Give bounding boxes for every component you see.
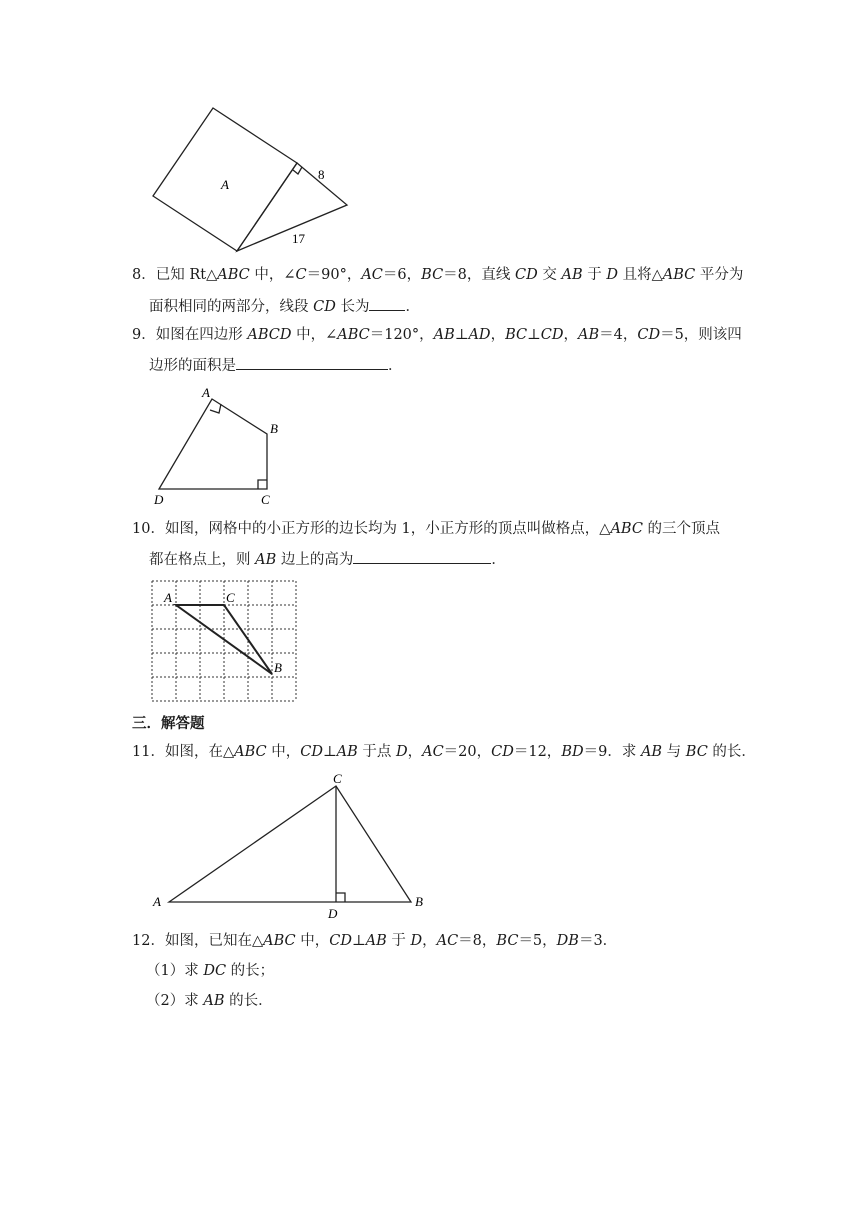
label-c: C [261,492,270,507]
q9-part-text: ＝5，则该四 [660,327,742,343]
q11-part-text: 如图，在△ [164,744,235,760]
q8-part-var: ABC [662,267,696,283]
q9-part-var: BC [505,327,528,343]
q12-part-var: BC [496,933,519,949]
q11-figure-triangle [145,766,435,924]
label-a: A [202,385,210,400]
q11-part-text: ＝20， [443,744,492,760]
q11-part-text: 与 [662,744,686,760]
q12-sub2-text [146,993,273,1009]
q12-sub2 [146,991,273,1011]
q12-part-var: AC [436,933,459,949]
q11-part-var: AB [640,744,663,760]
section-heading: 三．解答题 [132,716,205,732]
q12-part-text: ＝5， [518,933,557,949]
q9-stem-line1 [156,327,742,343]
q8-line1 [132,265,743,285]
q10-number: 10． [132,521,165,537]
q9-part-text: ， [563,327,578,343]
q11-part-text: ⊥ [322,744,337,760]
label-c: C [333,771,342,786]
q8-part-var: AB [561,267,583,283]
q8-line2 [149,296,420,317]
q8-number: 8． [132,267,156,283]
label-c: C [226,590,235,605]
q10-stem-line2: 都在格点上，则 [149,552,256,568]
q12-part-var: CD [329,933,352,949]
q12-part-text: 中， [295,933,330,949]
triangle-abc [176,605,272,674]
q8-part-var: C [295,267,307,283]
q11-stem [165,744,756,760]
q9-part-var: AB [433,327,455,343]
q10-stem-line2-post: 边上的高为 [276,552,354,568]
q12-sub1-text [146,963,274,979]
q11-part-text: ＝12， [513,744,562,760]
q11-part-var: D [395,744,408,760]
q11-part-var: BD [561,744,584,760]
q8-part-text: 于 [582,267,607,283]
q8-period: ． [405,299,420,315]
q8-part-text: ＝6， [382,267,422,283]
q12-sub1-part-text: 的长； [226,963,275,979]
q10-figure-grid [150,576,302,702]
q10-var-abc: ABC [610,521,643,537]
q9-part-var: AD [468,327,491,343]
q8-stem-line2: 面积相同的两部分，线段 [149,299,314,315]
q9-part-text: 中，∠ [291,327,338,343]
q10-answer-blank[interactable] [353,549,491,564]
q9-part-var: ABC [337,327,370,343]
q11-part-var: AC [422,744,444,760]
q12-number: 12． [132,933,165,949]
q8-stem-line1 [156,267,744,283]
q8-part-var: D [606,267,618,283]
q8-part-text: 平分为 [695,267,744,283]
q12-part-text: ＝3． [578,933,618,949]
label-d: D [154,492,164,507]
q8-part-var: CD [515,267,538,283]
q8-part-text: ＝90°， [306,267,362,283]
q12-sub1 [146,961,274,981]
q12-part-var: ABC [263,933,296,949]
label-a: A [153,894,161,909]
right-angle-d [336,893,345,902]
q9-part-text: 如图在四边形 [155,327,248,343]
label-a: A [221,177,229,192]
q12-part-text: ⊥ [351,933,366,949]
q11-part-var: AB [336,744,358,760]
q8-var-cd: CD [313,299,336,315]
q9-figure-quadrilateral [145,380,295,510]
q12-stem [165,933,617,949]
q9-answer-blank[interactable] [236,355,388,370]
label-b: B [270,421,278,436]
q11-part-var: CD [491,744,514,760]
q11-part-var: ABC [234,744,267,760]
q8-part-text: ＝8，直线 [443,267,516,283]
q12-part-var: D [410,933,423,949]
q10-line2 [149,549,506,570]
q12-part-var: AB [365,933,387,949]
q10-stem-line1-post: 的三个顶点 [642,521,721,537]
q8-part-text: 已知 Rt△ [155,267,218,283]
q10-stem-line1: 如图，网格中的小正方形的边长均为 1，小正方形的顶点叫做格点，△ [164,521,611,537]
q12-line [132,931,617,951]
label-b: B [415,894,423,909]
q8-part-text: 且将△ [617,267,663,283]
label-d: D [328,906,338,921]
q9-number: 9． [132,327,156,343]
q10-var-ab: AB [255,552,277,568]
q8-stem-line2-post: 长为 [335,299,370,315]
q10-period: ． [491,552,506,568]
right-angle-mark [293,167,302,174]
q8-part-text: 中，∠ [249,267,296,283]
q12-sub2-part-text: （2）求 [146,993,204,1009]
q9-part-var: CD [540,327,564,343]
q9-part-text: ， [490,327,506,343]
triangle-abc [169,786,411,902]
q12-part-text: ， [422,933,437,949]
q9-part-var: CD [637,327,661,343]
q12-part-var: DB [556,933,579,949]
label-8: 8 [318,167,325,182]
right-angle-a [210,404,221,413]
q9-line2 [149,355,403,376]
q12-part-text: 于 [386,933,411,949]
q9-part-text: ＝4， [599,327,638,343]
q11-line [132,742,756,762]
right-angle-c [258,480,267,489]
q8-part-var: BC [421,267,444,283]
q9-period: ． [388,358,403,374]
q8-answer-blank[interactable] [369,296,405,311]
label-17: 17 [292,231,305,246]
q9-part-text: ＝120°， [369,327,434,343]
q12-sub2-part-var: AB [203,993,225,1009]
q12-sub1-part-text: （1）求 [146,963,204,979]
q9-part-var: ABCD [247,327,292,343]
q9-part-text: ⊥ [527,327,541,343]
q9-part-var: AB [577,327,600,343]
q8-part-text: 交 [537,267,562,283]
q12-part-text: ＝8， [458,933,497,949]
q8-part-var: AC [361,267,383,283]
q10-line1 [132,519,720,539]
q11-part-var: BC [685,744,708,760]
label-a: A [164,590,172,605]
q11-part-var: CD [300,744,323,760]
q11-part-text: ＝9．求 [583,744,641,760]
q8-part-var: ABC [217,267,250,283]
q12-sub2-part-text: 的长． [224,993,273,1009]
q11-part-text: 中， [266,744,301,760]
q11-number: 11． [132,744,165,760]
q11-part-text: ， [407,744,423,760]
quadrilateral-abcd [159,399,267,489]
q11-part-text: 的长． [707,744,756,760]
figure-square-triangle [140,98,370,258]
grid-lines [152,581,296,701]
q9-stem-line2: 边形的面积是 [149,358,236,374]
q9-line1 [132,325,742,345]
label-b: B [274,660,282,675]
q9-part-text: ⊥ [454,327,469,343]
q12-part-text: 如图，已知在△ [164,933,264,949]
q12-sub1-part-var: DC [203,963,227,979]
q11-part-text: 于点 [357,744,396,760]
